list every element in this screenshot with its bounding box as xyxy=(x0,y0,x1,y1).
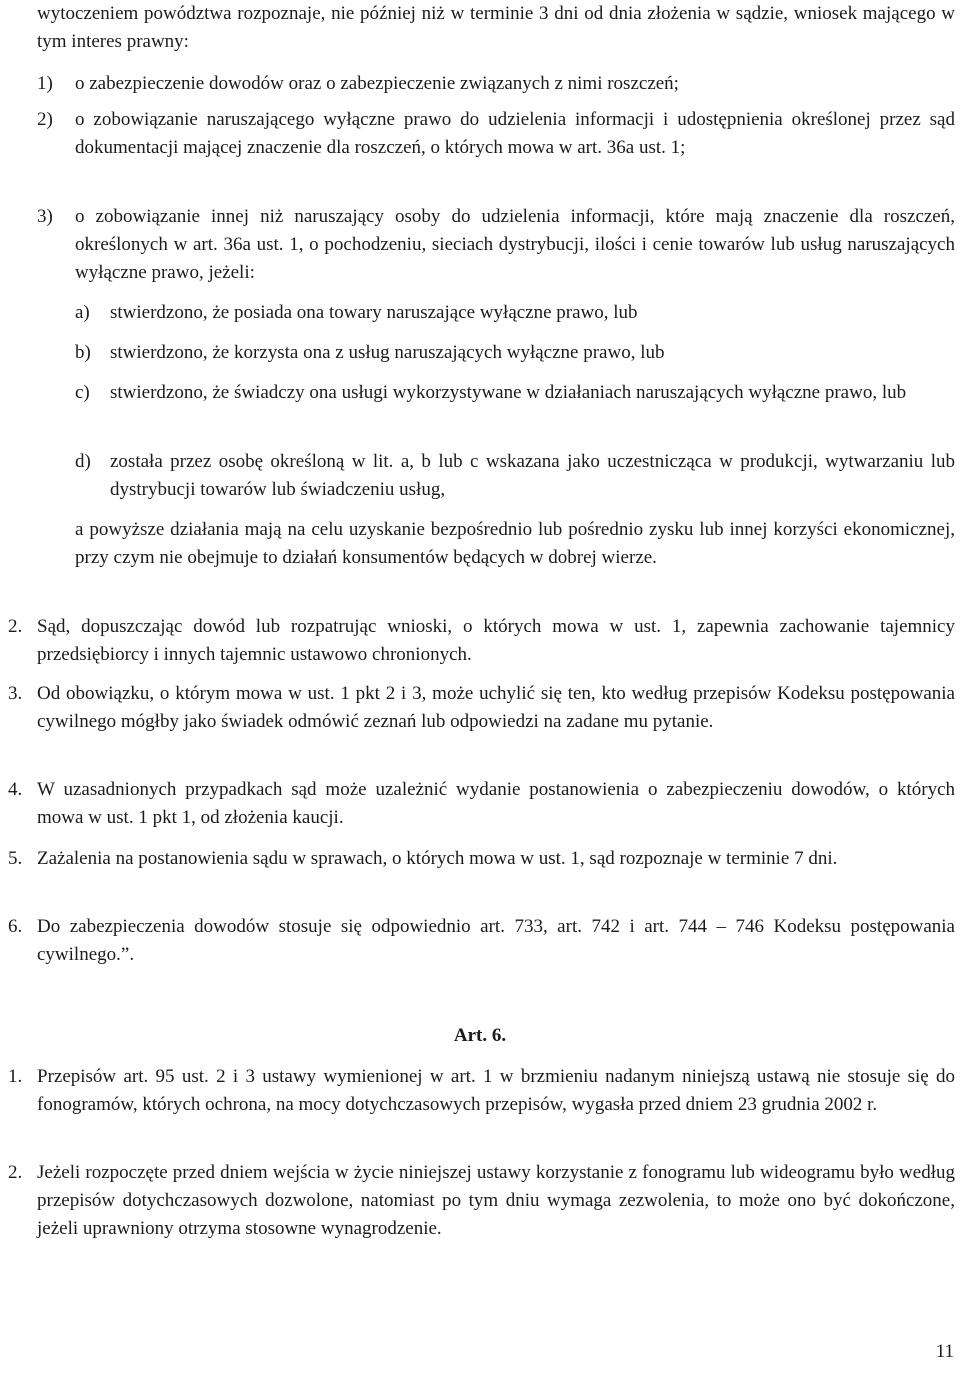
section-3-number: 3. xyxy=(8,683,23,704)
point-1-text: o zabezpieczenie dowodów oraz o zabezpieczenie związanych z nimi roszczeń; xyxy=(75,73,679,94)
letter-d-number: d) xyxy=(75,451,91,472)
point-2-number: 2) xyxy=(37,109,53,130)
page-number: 11 xyxy=(935,1341,954,1362)
section-6-text: Do zabezpieczenia dowodów stosuje się odpowiednio art. 733, art. 742 i art. 744 – 746 Kodeksu postępowania cywilnego.”. xyxy=(37,916,955,965)
letter-a-number: a) xyxy=(75,302,90,323)
section-4-number: 4. xyxy=(8,779,23,800)
section-4-text: W uzasadnionych przypadkach sąd może uzależnić wydanie postanowienia o zabezpieczeniu dowodów, o których mowa w ust. 1 pkt 1, od złożenia kaucji. xyxy=(37,779,955,828)
letter-c-text: stwierdzono, że świadczy ona usługi wykorzystywane w działaniach naruszających wyłączne prawo, lub xyxy=(110,382,907,403)
section-2-text: Sąd, dopuszczając dowód lub rozpatrując wnioski, o których mowa w ust. 1, zapewnia zachowanie tajemnicy przedsiębiorcy i innych tajemnic ustawowo chronionych. xyxy=(37,616,955,665)
section-3-text: Od obowiązku, o którym mowa w ust. 1 pkt 2 i 3, może uchylić się ten, kto według przepisów Kodeksu postępowania cywilnego mógłby jako świadek odmówić zeznań lub odpowiedzi na zadane mu pytanie. xyxy=(37,683,955,732)
intro-paragraph: wytoczeniem powództwa rozpoznaje, nie później niż w terminie 3 dni od dnia złożenia w sądzie, wniosek mającego w tym interes prawny: xyxy=(37,3,955,52)
point-3-number: 3) xyxy=(37,206,53,227)
closing-paragraph: a powyższe działania mają na celu uzyskanie bezpośrednio lub pośrednio zysku lub innej korzyści ekonomicznej, przy czym nie obejmuje to działań konsumentów będących w dobrej wierze. xyxy=(75,519,955,568)
section-6-number: 6. xyxy=(8,916,23,937)
article-section-2-text: Jeżeli rozpoczęte przed dniem wejścia w życie niniejszej ustawy korzystanie z fonogramu lub wideogramu było według przepisów dotychczasowych dozwolone, natomiast po tym dniu wymaga zezwolenia, to może ono być dokończone, jeżeli uprawniony otrzyma stosowne wynagrodzenie. xyxy=(37,1162,955,1239)
letter-d-text: została przez osobę określoną w lit. a, b lub c wskazana jako uczestnicząca w produkcji, wytwarzaniu lub dystrybucji towarów lub świadczeniu usług, xyxy=(110,451,955,500)
article-heading: Art. 6. xyxy=(453,1025,507,1046)
letter-b-text: stwierdzono, że korzysta ona z usług naruszających wyłączne prawo, lub xyxy=(110,342,665,363)
point-2-text: o zobowiązanie naruszającego wyłączne prawo do udzielenia informacji i udostępnienia określonej przez sąd dokumentacji mającej znaczenie dla roszczeń, o których mowa w art. 36a ust. 1; xyxy=(75,109,955,158)
point-1-number: 1) xyxy=(37,73,53,94)
section-5-number: 5. xyxy=(8,848,23,869)
section-5-text: Zażalenia na postanowienia sądu w sprawach, o których mowa w ust. 1, sąd rozpoznaje w terminie 7 dni. xyxy=(37,848,838,869)
letter-b-number: b) xyxy=(75,342,91,363)
article-section-1-text: Przepisów art. 95 ust. 2 i 3 ustawy wymienionej w art. 1 w brzmieniu nadanym niniejszą ustawą nie stosuje się do fonogramów, których ochrona, na mocy dotychczasowych przepisów, wygasła przed dniem 23 grudnia 2002 r. xyxy=(37,1066,955,1115)
article-section-1-number: 1. xyxy=(8,1066,23,1087)
letter-a-text: stwierdzono, że posiada ona towary naruszające wyłączne prawo, lub xyxy=(110,302,638,323)
article-section-2-number: 2. xyxy=(8,1162,23,1183)
point-3-text: o zobowiązanie innej niż naruszający osoby do udzielenia informacji, które mają znaczenie dla roszczeń, określonych w art. 36a ust. 1, o pochodzeniu, sieciach dystrybucji, ilości i cenie towarów lub usług naruszających wyłączne prawo, jeżeli: xyxy=(75,206,955,283)
letter-c-number: c) xyxy=(75,382,90,403)
section-2-number: 2. xyxy=(8,616,23,637)
